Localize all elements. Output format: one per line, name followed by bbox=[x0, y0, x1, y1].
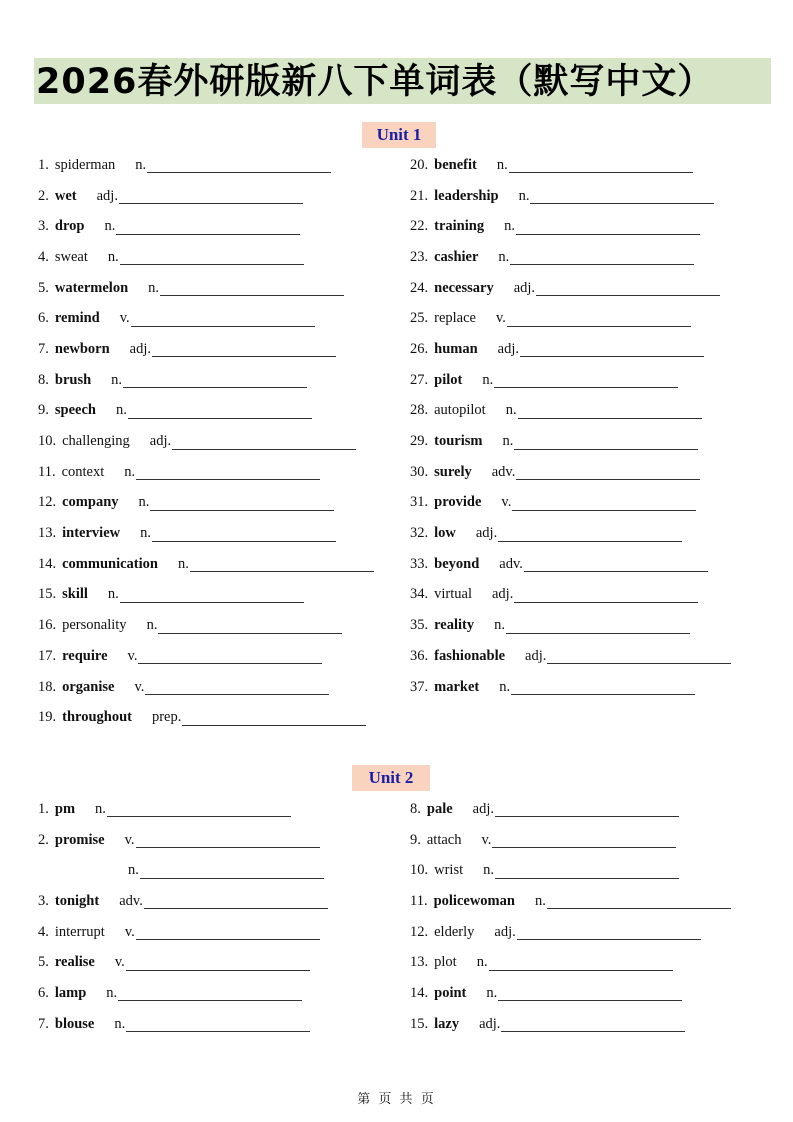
answer-blank[interactable] bbox=[524, 556, 708, 572]
vocab-item bbox=[410, 825, 731, 856]
vocab-word: tonight bbox=[54, 892, 100, 909]
item-number: 23. bbox=[410, 248, 429, 265]
vocab-word: drop bbox=[54, 218, 85, 235]
part-of-speech: prep. bbox=[151, 709, 182, 726]
vocab-word: provide bbox=[434, 494, 482, 511]
part-of-speech: n. bbox=[494, 617, 505, 634]
part-of-speech: adv. bbox=[119, 892, 143, 909]
answer-blank[interactable] bbox=[547, 648, 731, 664]
vocab-word: lamp bbox=[54, 984, 87, 1001]
vocab-item bbox=[410, 580, 731, 611]
item-number: 4. bbox=[38, 923, 49, 940]
part-of-speech: adj. bbox=[497, 340, 519, 357]
answer-blank[interactable] bbox=[120, 249, 304, 265]
vocab-item bbox=[410, 518, 731, 549]
unit-1-heading: Unit 1 bbox=[362, 122, 436, 148]
vocab-item bbox=[410, 426, 731, 457]
part-of-speech: n. bbox=[148, 279, 160, 296]
vocab-word: fashionable bbox=[434, 647, 506, 664]
answer-blank[interactable] bbox=[495, 863, 679, 879]
answer-blank[interactable] bbox=[126, 955, 310, 971]
part-of-speech: n. bbox=[106, 984, 118, 1001]
vocab-item bbox=[410, 1009, 731, 1040]
item-number: 24. bbox=[410, 279, 429, 296]
answer-blank[interactable] bbox=[517, 924, 701, 940]
unit-2-left-column bbox=[38, 794, 328, 1040]
answer-blank[interactable] bbox=[118, 985, 302, 1001]
item-number: 1. bbox=[38, 800, 49, 817]
part-of-speech: v. bbox=[127, 647, 138, 664]
part-of-speech: adj. bbox=[491, 586, 514, 603]
item-number: 30. bbox=[410, 463, 429, 480]
answer-blank[interactable] bbox=[136, 464, 320, 480]
vocab-word: virtual bbox=[434, 586, 472, 603]
vocab-word: context bbox=[61, 463, 105, 480]
part-of-speech: n. bbox=[115, 402, 127, 419]
part-of-speech: adv. bbox=[499, 555, 523, 572]
part-of-speech: n. bbox=[483, 862, 494, 879]
answer-blank[interactable] bbox=[498, 526, 682, 542]
answer-blank[interactable] bbox=[140, 863, 324, 879]
answer-blank[interactable] bbox=[512, 495, 696, 511]
answer-blank[interactable] bbox=[495, 801, 679, 817]
vocab-item bbox=[410, 794, 731, 825]
part-of-speech: n. bbox=[498, 248, 510, 265]
part-of-speech: adj. bbox=[96, 187, 118, 204]
vocab-word: reality bbox=[434, 617, 475, 634]
vocab-word: leadership bbox=[434, 187, 499, 204]
part-of-speech: v. bbox=[134, 678, 145, 695]
vocab-item bbox=[410, 978, 731, 1009]
answer-blank[interactable] bbox=[160, 280, 344, 296]
item-number: 3. bbox=[38, 218, 49, 235]
answer-blank[interactable] bbox=[152, 526, 336, 542]
vocab-item bbox=[38, 518, 374, 549]
vocab-word: policewoman bbox=[433, 892, 515, 909]
part-of-speech: n. bbox=[107, 248, 119, 265]
vocab-word: company bbox=[62, 494, 119, 511]
answer-blank[interactable] bbox=[492, 832, 676, 848]
vocab-item bbox=[38, 211, 374, 242]
vocab-word: elderly bbox=[434, 923, 475, 940]
vocab-item bbox=[38, 549, 374, 580]
item-number: 31. bbox=[410, 494, 429, 511]
vocab-word: autopilot bbox=[434, 402, 486, 419]
vocab-item bbox=[410, 641, 731, 672]
part-of-speech: n. bbox=[518, 187, 530, 204]
vocab-item bbox=[38, 641, 374, 672]
part-of-speech: adj. bbox=[472, 800, 494, 817]
vocab-item bbox=[410, 457, 731, 488]
answer-blank[interactable] bbox=[107, 801, 291, 817]
part-of-speech: n. bbox=[496, 156, 508, 173]
vocab-word: interrupt bbox=[54, 923, 105, 940]
vocab-word: training bbox=[434, 218, 485, 235]
item-number: 5. bbox=[38, 954, 49, 971]
vocab-item bbox=[38, 702, 374, 733]
item-number: 9. bbox=[410, 831, 421, 848]
vocab-word: lazy bbox=[434, 1015, 460, 1032]
unit-2-heading: Unit 2 bbox=[352, 765, 430, 791]
vocab-item bbox=[410, 396, 731, 427]
vocab-item bbox=[38, 794, 328, 825]
item-number: 29. bbox=[410, 433, 429, 450]
vocab-word: organise bbox=[62, 678, 115, 695]
item-number: 8. bbox=[410, 800, 421, 817]
vocab-word: point bbox=[434, 984, 467, 1001]
answer-blank[interactable] bbox=[498, 985, 682, 1001]
item-number: 17. bbox=[38, 647, 57, 664]
answer-blank[interactable] bbox=[536, 280, 720, 296]
answer-blank[interactable] bbox=[136, 924, 320, 940]
vocab-item bbox=[38, 978, 328, 1009]
item-number: 12. bbox=[410, 923, 429, 940]
vocab-item bbox=[38, 303, 374, 334]
part-of-speech: n. bbox=[114, 1015, 126, 1032]
item-number: 34. bbox=[410, 586, 429, 603]
answer-blank[interactable] bbox=[190, 556, 374, 572]
item-number: 32. bbox=[410, 525, 429, 542]
answer-blank[interactable] bbox=[516, 464, 700, 480]
answer-blank[interactable] bbox=[494, 372, 678, 388]
vocab-item bbox=[410, 886, 731, 917]
part-of-speech: adj. bbox=[479, 1015, 501, 1032]
item-number: 27. bbox=[410, 371, 429, 388]
vocab-word: low bbox=[434, 525, 456, 542]
item-number: 4. bbox=[38, 248, 49, 265]
vocab-word: market bbox=[434, 678, 480, 695]
vocab-word: replace bbox=[434, 310, 476, 327]
part-of-speech: adj. bbox=[494, 923, 516, 940]
item-number: 16. bbox=[38, 617, 57, 634]
part-of-speech: adj. bbox=[513, 279, 536, 296]
item-number: 9. bbox=[38, 402, 49, 419]
answer-blank[interactable] bbox=[123, 372, 307, 388]
item-number: 10. bbox=[38, 433, 57, 450]
answer-blank[interactable] bbox=[126, 1016, 310, 1032]
vocab-item bbox=[410, 273, 731, 304]
part-of-speech: adj. bbox=[525, 647, 547, 664]
vocab-item bbox=[410, 672, 731, 703]
vocab-word: sweat bbox=[54, 248, 88, 265]
vocab-word: wet bbox=[54, 187, 77, 204]
vocab-item bbox=[38, 396, 374, 427]
vocab-item bbox=[410, 917, 731, 948]
item-number: 13. bbox=[410, 954, 429, 971]
part-of-speech: n. bbox=[486, 984, 498, 1001]
item-number: 3. bbox=[38, 892, 49, 909]
vocab-word: attach bbox=[426, 831, 462, 848]
vocab-item bbox=[38, 672, 374, 703]
part-of-speech: n. bbox=[476, 954, 488, 971]
vocab-item bbox=[410, 488, 731, 519]
vocab-item bbox=[38, 242, 374, 273]
item-number: 36. bbox=[410, 647, 429, 664]
vocab-item bbox=[410, 242, 731, 273]
answer-blank[interactable] bbox=[547, 893, 731, 909]
vocab-item bbox=[38, 580, 374, 611]
vocab-word: cashier bbox=[434, 248, 479, 265]
vocab-word: tourism bbox=[434, 433, 483, 450]
vocab-word: watermelon bbox=[54, 279, 129, 296]
vocab-word: realise bbox=[54, 954, 95, 971]
vocab-item bbox=[38, 334, 374, 365]
page-footer: 第 页 共 页 bbox=[357, 1092, 436, 1107]
vocab-item bbox=[38, 488, 374, 519]
part-of-speech: n. bbox=[104, 218, 116, 235]
vocab-item bbox=[410, 365, 731, 396]
vocab-item bbox=[38, 917, 328, 948]
part-of-speech: n. bbox=[505, 402, 517, 419]
item-number: 15. bbox=[38, 586, 57, 603]
answer-blank[interactable] bbox=[489, 955, 673, 971]
answer-blank[interactable] bbox=[158, 618, 342, 634]
answer-blank[interactable] bbox=[516, 219, 700, 235]
part-of-speech: v. bbox=[481, 831, 492, 848]
vocab-word: throughout bbox=[62, 709, 132, 726]
vocab-item bbox=[410, 150, 731, 181]
item-number: 26. bbox=[410, 340, 429, 357]
answer-blank[interactable] bbox=[152, 341, 336, 357]
part-of-speech: n. bbox=[111, 371, 123, 388]
answer-blank[interactable] bbox=[138, 648, 322, 664]
part-of-speech: n. bbox=[128, 862, 139, 879]
vocab-item bbox=[410, 211, 731, 242]
vocab-word: brush bbox=[54, 371, 92, 388]
part-of-speech: n. bbox=[177, 555, 189, 572]
item-number: 20. bbox=[410, 156, 429, 173]
vocab-word: wrist bbox=[434, 862, 464, 879]
item-number: 11. bbox=[410, 892, 428, 909]
answer-blank[interactable] bbox=[147, 157, 331, 173]
item-number: 14. bbox=[38, 555, 57, 572]
answer-blank[interactable] bbox=[530, 188, 714, 204]
vocab-item bbox=[410, 303, 731, 334]
vocab-item bbox=[38, 181, 374, 212]
answer-blank[interactable] bbox=[150, 495, 334, 511]
answer-blank[interactable] bbox=[182, 710, 366, 726]
vocab-word: newborn bbox=[54, 340, 110, 357]
vocab-item bbox=[38, 426, 374, 457]
item-number: 25. bbox=[410, 310, 429, 327]
part-of-speech: n. bbox=[138, 494, 150, 511]
item-number: 7. bbox=[38, 1015, 49, 1032]
part-of-speech: n. bbox=[502, 433, 514, 450]
vocab-item bbox=[38, 886, 328, 917]
vocab-word: speech bbox=[54, 402, 96, 419]
vocab-item bbox=[38, 273, 374, 304]
vocab-item bbox=[410, 549, 731, 580]
vocab-item bbox=[38, 150, 374, 181]
vocab-word: challenging bbox=[62, 433, 130, 450]
answer-blank[interactable] bbox=[128, 403, 312, 419]
vocab-word: personality bbox=[62, 617, 127, 634]
part-of-speech: v. bbox=[495, 310, 506, 327]
part-of-speech: v. bbox=[124, 923, 135, 940]
part-of-speech: n. bbox=[146, 617, 158, 634]
answer-blank[interactable] bbox=[520, 341, 704, 357]
vocab-word: pilot bbox=[434, 371, 463, 388]
part-of-speech: v. bbox=[501, 494, 512, 511]
answer-blank[interactable] bbox=[144, 893, 328, 909]
vocab-word: promise bbox=[54, 831, 105, 848]
vocab-item bbox=[410, 855, 731, 886]
part-of-speech: n. bbox=[504, 218, 515, 235]
part-of-speech: v. bbox=[119, 310, 130, 327]
item-number: 15. bbox=[410, 1015, 429, 1032]
item-number: 6. bbox=[38, 984, 49, 1001]
vocab-word: plot bbox=[434, 954, 457, 971]
item-number: 13. bbox=[38, 525, 57, 542]
vocab-word: skill bbox=[62, 586, 88, 603]
page-title: 2026春外研版新八下单词表（默写中文） bbox=[36, 62, 714, 102]
part-of-speech: v. bbox=[114, 954, 125, 971]
part-of-speech: v. bbox=[124, 831, 135, 848]
part-of-speech: n. bbox=[499, 678, 511, 695]
part-of-speech: n. bbox=[140, 525, 151, 542]
answer-blank[interactable] bbox=[514, 587, 698, 603]
answer-blank[interactable] bbox=[116, 219, 300, 235]
vocab-item bbox=[38, 610, 374, 641]
answer-blank[interactable] bbox=[131, 311, 315, 327]
vocab-word: pm bbox=[54, 800, 76, 817]
vocab-item bbox=[38, 1009, 328, 1040]
part-of-speech: n. bbox=[107, 586, 119, 603]
answer-blank[interactable] bbox=[172, 434, 356, 450]
item-number: 22. bbox=[410, 218, 429, 235]
part-of-speech: adj. bbox=[475, 525, 498, 542]
item-number: 11. bbox=[38, 463, 56, 480]
item-number: 19. bbox=[38, 709, 57, 726]
item-number: 2. bbox=[38, 831, 49, 848]
part-of-speech: adv. bbox=[491, 463, 516, 480]
vocab-item bbox=[38, 365, 374, 396]
vocab-word: interview bbox=[62, 525, 121, 542]
item-number: 37. bbox=[410, 678, 429, 695]
vocab-word: beyond bbox=[434, 555, 480, 572]
unit-1-right-column bbox=[410, 150, 731, 702]
vocab-word: require bbox=[62, 647, 108, 664]
answer-blank[interactable] bbox=[119, 188, 303, 204]
vocab-item bbox=[38, 825, 328, 856]
vocab-item bbox=[38, 947, 328, 978]
part-of-speech: n. bbox=[124, 463, 136, 480]
part-of-speech: n. bbox=[534, 892, 546, 909]
answer-blank[interactable] bbox=[501, 1016, 685, 1032]
item-number: 5. bbox=[38, 279, 49, 296]
answer-blank[interactable] bbox=[511, 679, 695, 695]
part-of-speech: n. bbox=[95, 800, 106, 817]
answer-blank[interactable] bbox=[506, 618, 690, 634]
vocab-word: necessary bbox=[434, 279, 494, 296]
item-number: 7. bbox=[38, 340, 49, 357]
vocab-word: surely bbox=[434, 463, 472, 480]
answer-blank[interactable] bbox=[510, 249, 694, 265]
item-number: 21. bbox=[410, 187, 429, 204]
answer-blank[interactable] bbox=[509, 157, 693, 173]
item-number: 2. bbox=[38, 187, 49, 204]
vocab-item bbox=[410, 334, 731, 365]
vocab-item bbox=[38, 855, 328, 886]
part-of-speech: n. bbox=[482, 371, 494, 388]
vocab-item bbox=[38, 457, 374, 488]
answer-blank[interactable] bbox=[518, 403, 702, 419]
item-number: 10. bbox=[410, 862, 429, 879]
unit-1-left-column bbox=[38, 150, 374, 733]
vocab-word: human bbox=[434, 340, 478, 357]
item-number: 1. bbox=[38, 156, 49, 173]
item-number: 28. bbox=[410, 402, 429, 419]
vocab-word: benefit bbox=[434, 156, 477, 173]
answer-blank[interactable] bbox=[145, 679, 329, 695]
part-of-speech: adj. bbox=[129, 340, 152, 357]
item-number: 12. bbox=[38, 494, 57, 511]
item-number: 14. bbox=[410, 984, 429, 1001]
unit-2-right-column bbox=[410, 794, 731, 1040]
answer-blank[interactable] bbox=[120, 587, 304, 603]
part-of-speech: n. bbox=[135, 156, 147, 173]
vocab-word: pale bbox=[426, 800, 453, 817]
item-number: 18. bbox=[38, 678, 57, 695]
item-number: 6. bbox=[38, 310, 49, 327]
vocab-word: blouse bbox=[54, 1015, 95, 1032]
part-of-speech: adj. bbox=[149, 433, 172, 450]
vocab-word: spiderman bbox=[54, 156, 116, 173]
item-number: 33. bbox=[410, 555, 429, 572]
vocab-item bbox=[410, 610, 731, 641]
vocab-item bbox=[410, 947, 731, 978]
vocab-item bbox=[410, 181, 731, 212]
answer-blank[interactable] bbox=[136, 832, 320, 848]
item-number: 35. bbox=[410, 617, 429, 634]
answer-blank[interactable] bbox=[507, 311, 691, 327]
item-number: 8. bbox=[38, 371, 49, 388]
vocab-word: communication bbox=[62, 555, 158, 572]
answer-blank[interactable] bbox=[514, 434, 698, 450]
vocab-word: remind bbox=[54, 310, 100, 327]
